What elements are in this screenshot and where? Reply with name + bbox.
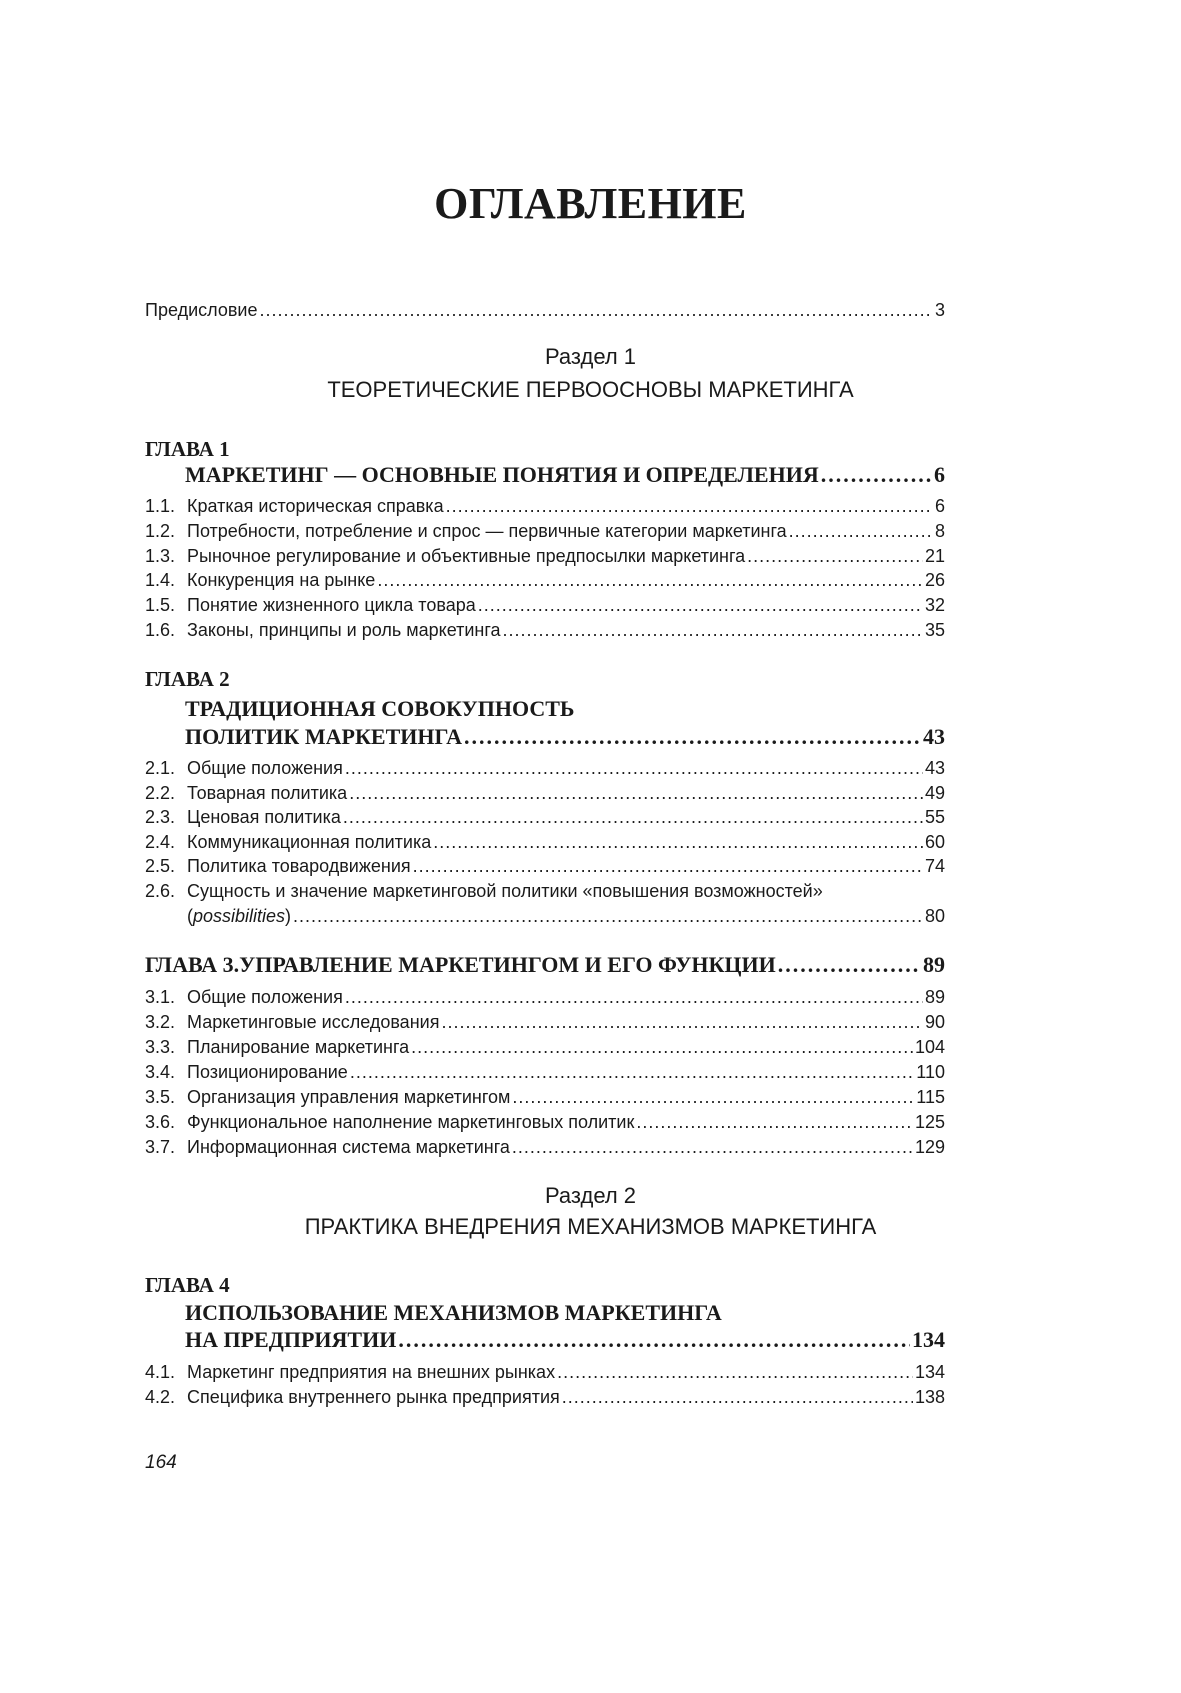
chapter-4-title-line1[interactable]	[185, 1299, 945, 1327]
chapter-title-text: МАРКЕТИНГ — ОСНОВНЫЕ ПОНЯТИЯ И ОПРЕДЕЛЕНИЯ	[185, 462, 819, 487]
dot-leader	[821, 461, 932, 489]
entry-label: Функциональное наполнение маркетинговых политик	[187, 1112, 635, 1132]
entry-number: 2.6.	[145, 881, 176, 901]
chapter-2-title-line1[interactable]	[185, 695, 945, 723]
entry-page: 74	[924, 856, 945, 877]
section-1-label: Раздел 1	[544, 344, 637, 369]
chapter-page: 134	[912, 1327, 945, 1352]
entry-number: 4.2.	[145, 1387, 176, 1407]
entry-number: 1.1.	[145, 496, 176, 516]
entry-page: 138	[914, 1387, 945, 1407]
entry-label: Коммуникационная политика	[187, 831, 432, 852]
chapter-page: 6	[934, 462, 945, 487]
entry-page: 32	[924, 595, 945, 616]
entry-label: Конкуренция на рынке	[187, 570, 376, 591]
entry-number: 2.3.	[145, 807, 176, 828]
toc-entry[interactable]	[145, 1360, 945, 1384]
entry-number: 1.4.	[145, 570, 176, 591]
toc-entry[interactable]	[145, 1135, 945, 1159]
dot-leader	[259, 298, 933, 322]
entry-page: 3	[934, 300, 945, 320]
toc-entry[interactable]	[145, 781, 945, 805]
entry-page: 8	[934, 520, 945, 541]
entry-label: Краткая историческая справка	[187, 496, 444, 516]
dot-leader	[411, 1035, 913, 1059]
chapter-2-title-line2[interactable]	[185, 723, 945, 751]
entry-label: Понятие жизненного цикла товара	[187, 595, 476, 616]
dot-leader	[478, 593, 923, 617]
toc-entry[interactable]	[145, 1010, 945, 1034]
entry-number: 3.3.	[145, 1037, 176, 1057]
toc-entry[interactable]	[145, 1035, 945, 1059]
entry-page: 80	[924, 906, 945, 926]
dot-leader	[350, 1060, 914, 1084]
section-2-title: ПРАКТИКА ВНЕДРЕНИЯ МЕХАНИЗМОВ МАРКЕТИНГА	[304, 1214, 877, 1239]
dot-leader	[778, 951, 921, 979]
dot-leader	[512, 1085, 914, 1109]
entry-page: 110	[916, 1062, 945, 1082]
entry-number: 2.2.	[145, 782, 176, 803]
dot-leader	[562, 1385, 913, 1409]
dot-leader	[345, 756, 923, 780]
page-title: ОГЛАВЛЕНИЕ	[434, 179, 747, 228]
entry-label: Общие положения	[187, 987, 343, 1007]
toc-entry-preface[interactable]	[145, 298, 945, 322]
toc-entry[interactable]	[145, 879, 945, 903]
entry-label: Сущность и значение маркетинговой политики «повышения возможностей»	[187, 881, 823, 901]
entry-number: 3.5.	[145, 1087, 176, 1107]
chapter-3-title[interactable]	[145, 951, 945, 979]
page-number: 164	[145, 1452, 177, 1473]
chapter-1-title[interactable]	[185, 461, 945, 489]
dot-leader	[747, 544, 923, 568]
toc-entry[interactable]	[145, 854, 945, 878]
entry-number: 3.4.	[145, 1062, 176, 1082]
entry-page: 104	[914, 1037, 945, 1057]
entry-number: 3.6.	[145, 1112, 176, 1132]
chapter-title-text: ТРАДИЦИОННАЯ СОВОКУПНОСТЬ	[185, 696, 575, 721]
toc-entry[interactable]	[145, 494, 945, 518]
toc-entry[interactable]	[145, 568, 945, 592]
toc-entry[interactable]	[145, 544, 945, 568]
toc-entry[interactable]	[145, 1060, 945, 1084]
entry-page: 49	[924, 782, 945, 803]
entry-number: 4.1.	[145, 1362, 176, 1382]
dot-leader	[636, 1110, 913, 1134]
toc-entry[interactable]	[145, 1385, 945, 1409]
dot-leader	[377, 568, 923, 592]
dot-leader	[464, 723, 921, 751]
toc-entry[interactable]	[145, 618, 945, 642]
entry-number: 1.2.	[145, 520, 176, 541]
entry-number: 3.1.	[145, 987, 176, 1007]
entry-page: 60	[924, 831, 945, 852]
dot-leader	[349, 781, 923, 805]
toc-entry-2-6-continuation[interactable]	[187, 904, 945, 928]
toc-entry[interactable]	[145, 830, 945, 854]
dot-leader	[413, 854, 923, 878]
dot-leader	[293, 904, 923, 928]
entry-number: 2.1.	[145, 758, 176, 778]
section-1-title: ТЕОРЕТИЧЕСКИЕ ПЕРВООСНОВЫ МАРКЕТИНГА	[327, 377, 854, 402]
entry-page: 6	[934, 496, 945, 516]
entry-label: Политика товародвижения	[187, 856, 411, 877]
chapter-3-label: ГЛАВА 3.	[145, 952, 240, 977]
entry-page: 21	[924, 545, 945, 566]
entry-number: 1.3.	[145, 545, 176, 566]
entry-number: 2.5.	[145, 856, 176, 877]
entry-page: 125	[914, 1112, 945, 1132]
entry-label: Законы, принципы и роль маркетинга	[187, 620, 501, 640]
toc-entry[interactable]	[145, 519, 945, 543]
entry-label: Потребности, потребление и спрос — первичные категории маркетинга	[187, 520, 787, 541]
dot-leader	[503, 618, 923, 642]
section-2-label: Раздел 2	[544, 1183, 637, 1208]
chapter-1-label: ГЛАВА 1	[145, 437, 230, 461]
dot-leader	[557, 1360, 913, 1384]
chapter-4-title-line2[interactable]	[185, 1326, 945, 1354]
toc-entry[interactable]	[145, 593, 945, 617]
entry-label: Ценовая политика	[187, 807, 341, 828]
dot-leader	[398, 1326, 910, 1354]
entry-label: Планирование маркетинга	[187, 1037, 410, 1057]
entry-label: Организация управления маркетингом	[187, 1087, 511, 1107]
entry-number: 3.7.	[145, 1137, 176, 1157]
chapter-title-text: ИСПОЛЬЗОВАНИЕ МЕХАНИЗМОВ МАРКЕТИНГА	[185, 1300, 722, 1325]
entry-page: 89	[924, 987, 945, 1007]
entry-label: Рыночное регулирование и объективные предпосылки маркетинга	[187, 545, 746, 566]
entry-number: 1.6.	[145, 620, 176, 640]
chapter-4-label: ГЛАВА 4	[145, 1273, 230, 1297]
entry-page: 55	[924, 807, 945, 828]
entry-page: 35	[924, 620, 945, 640]
entry-page: 90	[924, 1012, 945, 1032]
entry-label: Маркетинг предприятия на внешних рынках	[187, 1362, 556, 1382]
entry-label: Позиционирование	[187, 1062, 348, 1082]
toc-entry[interactable]	[145, 985, 945, 1009]
chapter-title-text: ПОЛИТИК МАРКЕТИНГА	[185, 724, 462, 749]
entry-page: 134	[914, 1362, 945, 1382]
toc-entry[interactable]	[145, 756, 945, 780]
entry-number: 3.2.	[145, 1012, 176, 1032]
dot-leader	[441, 1010, 923, 1034]
entry-page: 43	[924, 758, 945, 778]
chapter-title-text: УПРАВЛЕНИЕ МАРКЕТИНГОМ И ЕГО ФУНКЦИИ	[239, 952, 776, 977]
entry-label: Информационная система маркетинга	[187, 1137, 510, 1157]
dot-leader	[446, 494, 933, 518]
dot-leader	[433, 830, 923, 854]
chapter-title-text: НА ПРЕДПРИЯТИИ	[185, 1327, 397, 1352]
toc-entry[interactable]	[145, 805, 945, 829]
entry-number: 1.5.	[145, 595, 176, 616]
entry-page: 115	[916, 1087, 945, 1107]
entry-label: Общие положения	[187, 758, 343, 778]
toc-entry[interactable]	[145, 1110, 945, 1134]
dot-leader	[345, 985, 923, 1009]
entry-label-continuation: (possibilities)	[187, 906, 292, 926]
entry-label: Товарная политика	[187, 782, 348, 803]
dot-leader	[789, 519, 933, 543]
chapter-2-label: ГЛАВА 2	[145, 667, 230, 691]
toc-entry[interactable]	[145, 1085, 945, 1109]
entry-label: Предисловие	[145, 300, 258, 320]
chapter-page: 43	[923, 724, 945, 749]
entry-page: 129	[914, 1137, 945, 1157]
chapter-page: 89	[923, 952, 945, 977]
dot-leader	[343, 805, 923, 829]
entry-label: Специфика внутреннего рынка предприятия	[187, 1387, 560, 1407]
entry-page: 26	[924, 570, 945, 591]
entry-label: Маркетинговые исследования	[187, 1012, 440, 1032]
entry-number: 2.4.	[145, 831, 176, 852]
dot-leader	[512, 1135, 913, 1159]
